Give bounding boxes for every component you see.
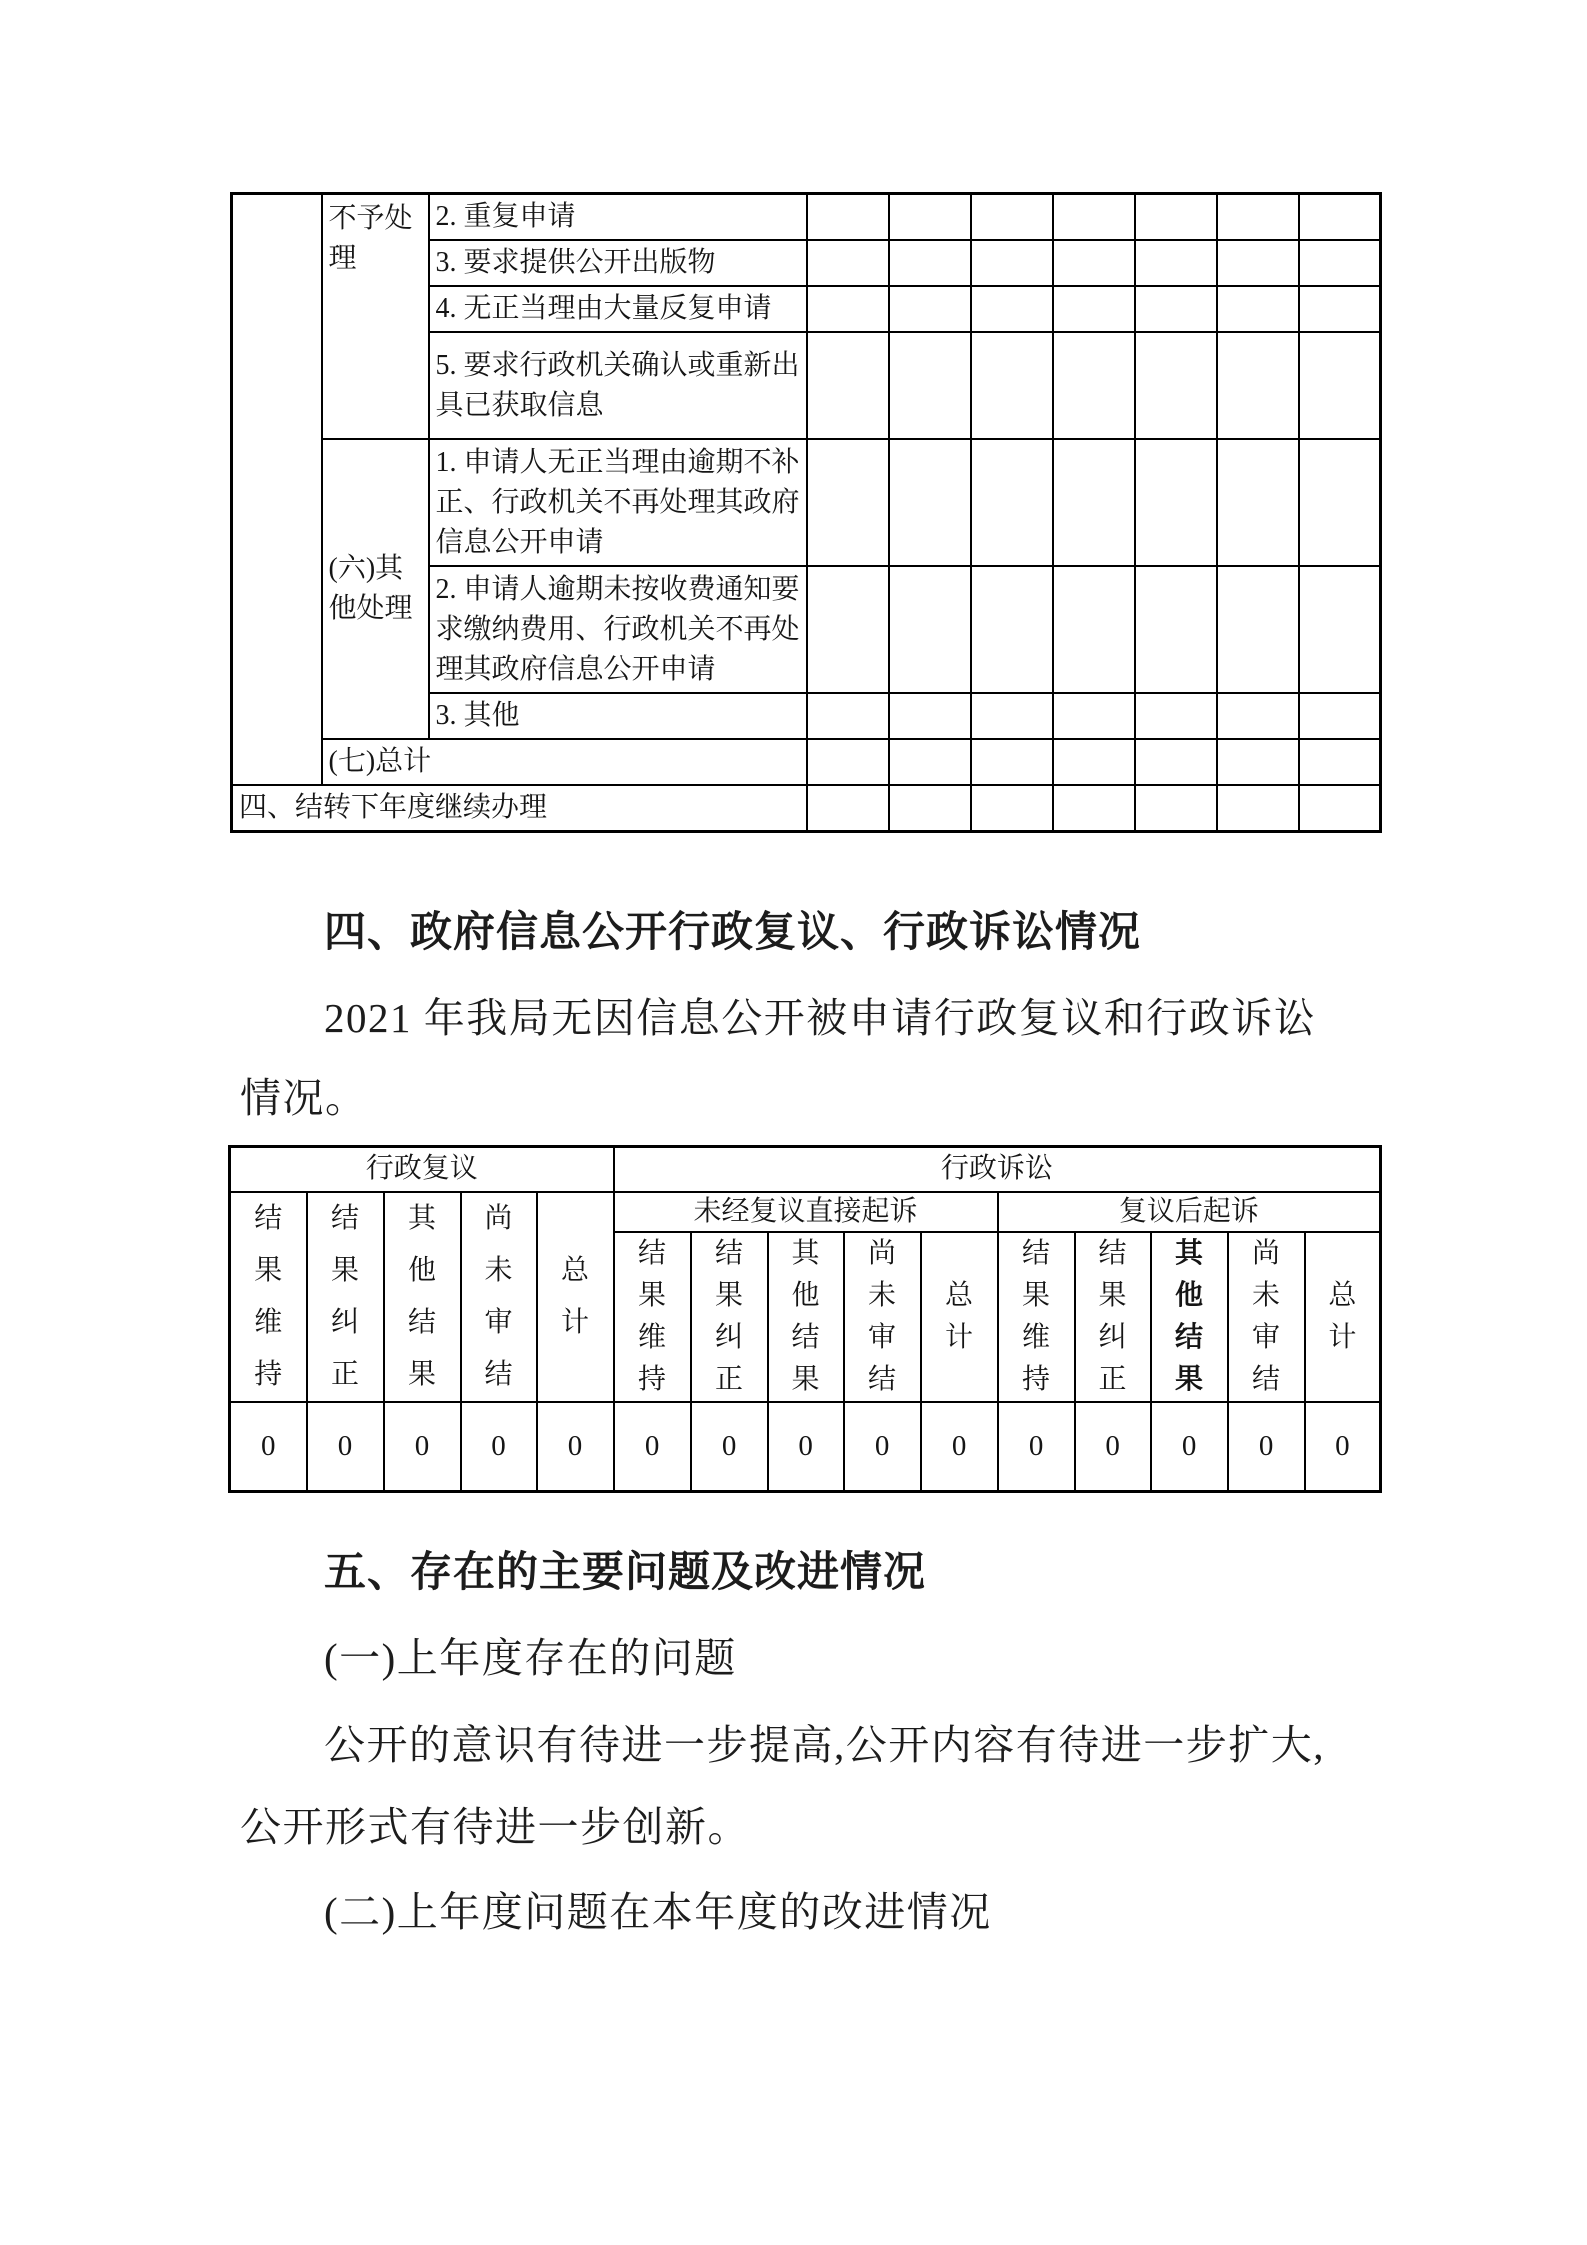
value-cell: 0 [1305,1402,1381,1492]
column-header-total: 总计 [537,1192,614,1402]
empty-data-cell [1135,566,1217,693]
section-five-subheading-two: (二)上年度问题在本年度的改进情况 [324,1889,992,1935]
empty-data-cell [1299,566,1381,693]
empty-data-cell [1299,332,1381,439]
table-row [232,439,1381,566]
empty-data-cell [1135,332,1217,439]
column-header-other-result: 其他结果 [384,1192,461,1402]
column-header-pending: 尚未审结 [1228,1232,1305,1402]
empty-data-cell [1217,739,1299,785]
value-cell: 0 [1228,1402,1305,1492]
section-four-paragraph-line: 情况。 [240,1075,368,1121]
table-header-row [230,1147,1381,1192]
empty-data-cell [971,240,1053,286]
empty-data-cell [1053,240,1135,286]
column-header-result-upheld: 结果维持 [614,1232,691,1402]
value-cell: 0 [461,1402,537,1492]
empty-data-cell [1053,286,1135,332]
empty-data-cell [971,566,1053,693]
item-cell: 4. 无正当理由大量反复申请 [429,286,807,332]
item-cell: 5. 要求行政机关确认或重新出具已获取信息 [429,332,807,439]
carryover-label-cell: 四、结转下年度继续办理 [232,785,807,832]
item-cell: 3. 其他 [429,693,807,739]
row-group-label-other-processing: (六)其他处理 [322,439,429,739]
empty-data-cell [971,785,1053,832]
empty-data-cell [889,739,971,785]
value-cell: 0 [1151,1402,1228,1492]
empty-data-cell [807,194,889,241]
section-four-paragraph-line: 2021 年我局无因信息公开被申请行政复议和行政诉讼 [324,995,1317,1041]
empty-data-cell [1135,194,1217,241]
carryover-processing-table [230,192,1382,833]
empty-data-cell [971,332,1053,439]
empty-data-cell [1217,332,1299,439]
column-header-result-upheld: 结果维持 [998,1232,1075,1402]
empty-data-cell [1299,194,1381,241]
column-header-result-corrected: 结果纠正 [1075,1232,1151,1402]
empty-data-cell [1135,785,1217,832]
continuation-empty-cell [232,194,322,786]
column-header-pending: 尚未审结 [461,1192,537,1402]
empty-data-cell [971,693,1053,739]
empty-data-cell [1053,439,1135,566]
empty-data-cell [971,286,1053,332]
review-litigation-table [228,1145,1382,1493]
empty-data-cell [889,286,971,332]
empty-data-cell [889,332,971,439]
empty-data-cell [1217,785,1299,832]
value-cell: 0 [768,1402,844,1492]
empty-data-cell [1217,566,1299,693]
empty-data-cell [1135,286,1217,332]
empty-data-cell [889,785,971,832]
value-cell: 0 [614,1402,691,1492]
column-header-other-result: 其他结果 [1151,1232,1228,1402]
column-header-result-corrected: 结果纠正 [307,1192,384,1402]
empty-data-cell [1053,194,1135,241]
section-five-subheading-one: (一)上年度存在的问题 [324,1635,737,1681]
empty-data-cell [1053,739,1135,785]
empty-data-cell [807,739,889,785]
empty-data-cell [1299,785,1381,832]
section-four-heading: 四、政府信息公开行政复议、行政诉讼情况 [324,908,1142,955]
empty-data-cell [807,286,889,332]
review-group-header: 行政复议 [230,1147,614,1192]
item-cell: 2. 申请人逾期未按收费通知要求缴纳费用、行政机关不再处理其政府信息公开申请 [429,566,807,693]
empty-data-cell [1135,693,1217,739]
empty-data-cell [971,739,1053,785]
empty-data-cell [807,439,889,566]
section-five-paragraph-line: 公开形式有待进一步创新。 [240,1804,750,1850]
column-header-pending: 尚未审结 [844,1232,921,1402]
table-row-carryover [232,785,1381,832]
empty-data-cell [1217,439,1299,566]
empty-data-cell [1299,739,1381,785]
table-values-row [230,1402,1381,1492]
value-cell: 0 [384,1402,461,1492]
empty-data-cell [807,566,889,693]
table-subheader-row [230,1192,1381,1232]
column-header-other-result: 其他结果 [768,1232,844,1402]
value-cell: 0 [537,1402,614,1492]
empty-data-cell [807,785,889,832]
empty-data-cell [1053,693,1135,739]
item-cell: 3. 要求提供公开出版物 [429,240,807,286]
empty-data-cell [889,693,971,739]
empty-data-cell [1217,194,1299,241]
column-header-total: 总计 [1305,1232,1381,1402]
empty-data-cell [889,566,971,693]
direct-suit-group-header: 未经复议直接起诉 [614,1192,998,1232]
table-row [232,194,1381,241]
value-cell: 0 [998,1402,1075,1492]
empty-data-cell [1135,439,1217,566]
empty-data-cell [1217,240,1299,286]
empty-data-cell [1299,240,1381,286]
empty-data-cell [889,439,971,566]
empty-data-cell [807,332,889,439]
empty-data-cell [1135,240,1217,286]
empty-data-cell [1299,286,1381,332]
item-cell: 2. 重复申请 [429,194,807,241]
value-cell: 0 [230,1402,307,1492]
value-cell: 0 [921,1402,998,1492]
value-cell: 0 [844,1402,921,1492]
total-label-cell: (七)总计 [322,739,807,785]
after-review-suit-group-header: 复议后起诉 [998,1192,1381,1232]
column-header-total: 总计 [921,1232,998,1402]
section-five-heading: 五、存在的主要问题及改进情况 [324,1548,927,1595]
empty-data-cell [807,693,889,739]
value-cell: 0 [1075,1402,1151,1492]
empty-data-cell [1217,693,1299,739]
litigation-group-header: 行政诉讼 [614,1147,1381,1192]
empty-data-cell [971,194,1053,241]
empty-data-cell [889,240,971,286]
empty-data-cell [1053,566,1135,693]
row-group-label-no-processing: 不予处理 [322,194,429,440]
value-cell: 0 [307,1402,384,1492]
value-cell: 0 [691,1402,768,1492]
item-cell: 1. 申请人无正当理由逾期不补正、行政机关不再处理其政府信息公开申请 [429,439,807,566]
empty-data-cell [1217,286,1299,332]
empty-data-cell [1135,739,1217,785]
column-header-result-corrected: 结果纠正 [691,1232,768,1402]
empty-data-cell [1053,785,1135,832]
empty-data-cell [1053,332,1135,439]
empty-data-cell [971,439,1053,566]
table-row-total [232,739,1381,785]
section-five-paragraph-line: 公开的意识有待进一步提高,公开内容有待进一步扩大, [324,1722,1325,1768]
column-header-result-upheld: 结果维持 [230,1192,307,1402]
empty-data-cell [889,194,971,241]
empty-data-cell [1299,439,1381,566]
empty-data-cell [1299,693,1381,739]
empty-data-cell [807,240,889,286]
